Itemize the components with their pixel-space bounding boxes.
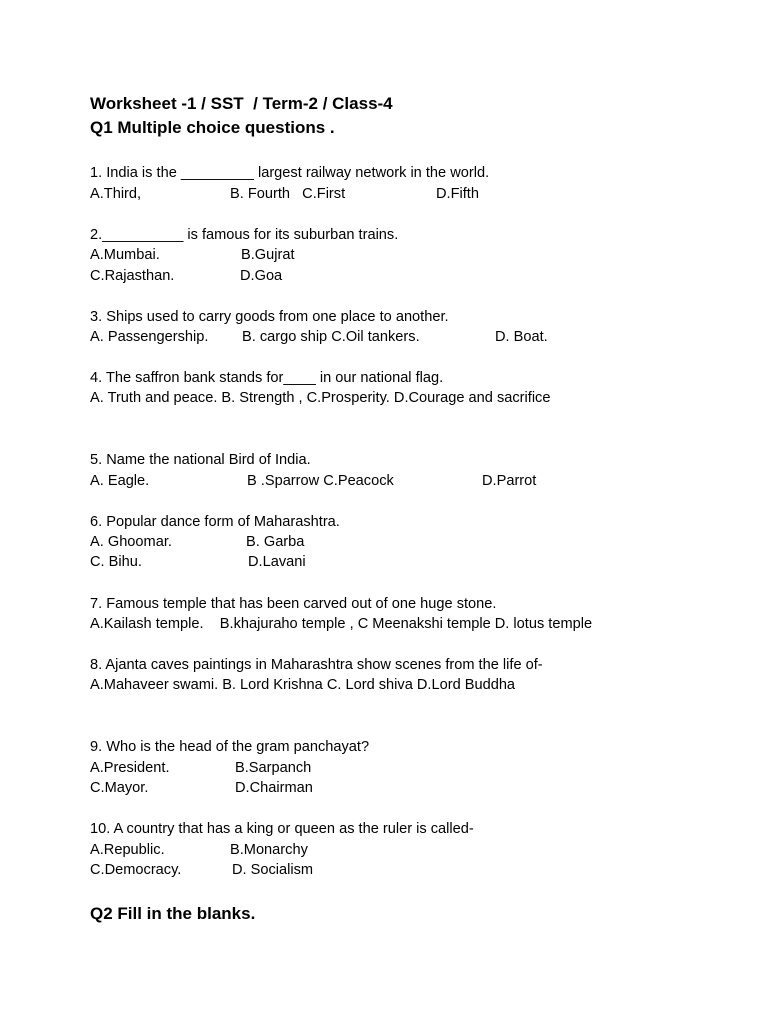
option-a: A. Eagle. (90, 473, 150, 489)
question-5: 5. Name the national Bird of India. (90, 452, 311, 468)
option-b: B.Monarchy (230, 842, 308, 858)
question-3-options (90, 328, 650, 346)
option-d: D.Fifth (436, 186, 479, 202)
option-a: A. Ghoomar. (90, 534, 172, 550)
question-4: 4. The saffron bank stands for____ in our national flag. (90, 370, 444, 386)
option-d: D.Lavani (248, 554, 306, 570)
option-a: A. Passengership. (90, 329, 209, 345)
option-d: D. Socialism (232, 862, 314, 878)
question-2-options-row2 (90, 267, 650, 285)
question-10-options-row2 (90, 861, 650, 879)
question-8: 8. Ajanta caves paintings in Maharashtra show scenes from the life of- (90, 657, 543, 673)
question-7: 7. Famous temple that has been carved out of one huge stone. (90, 596, 497, 612)
question-6-options-row1 (90, 533, 650, 551)
section-heading-q1: Q1 Multiple choice questions . (90, 118, 335, 137)
option-b: B. Garba (246, 534, 305, 550)
option-a: A.Republic. (90, 842, 165, 858)
question-10: 10. A country that has a king or queen as the ruler is called- (90, 821, 474, 837)
option-b-c: B. Fourth C.First (230, 186, 346, 202)
question-2: 2.__________ is famous for its suburban trains. (90, 227, 399, 243)
question-7-options: A.Kailash temple. B.khajuraho temple , C Meenakshi temple D. lotus temple (90, 616, 593, 632)
option-d: D.Parrot (482, 473, 537, 489)
option-b-c: B .Sparrow C.Peacock (247, 473, 394, 489)
option-d: D.Chairman (235, 780, 313, 796)
option-b-c: B. cargo ship C.Oil tankers. (242, 329, 420, 345)
question-9: 9. Who is the head of the gram panchayat? (90, 739, 370, 755)
question-9-options-row1 (90, 759, 650, 777)
question-10-options-row1 (90, 841, 650, 859)
question-6-options-row2 (90, 553, 650, 571)
option-a: A.Third, (90, 186, 142, 202)
option-d: D. Boat. (495, 329, 548, 345)
question-1-options (90, 185, 650, 203)
option-d: D.Goa (240, 268, 283, 284)
question-2-options-row1 (90, 246, 650, 264)
question-1: 1. India is the _________ largest railway network in the world. (90, 165, 490, 181)
option-c: C.Democracy. (90, 862, 182, 878)
question-6: 6. Popular dance form of Maharashtra. (90, 514, 340, 530)
worksheet-title: Worksheet -1 / SST / Term-2 / Class-4 (90, 94, 393, 113)
option-c: C. Bihu. (90, 554, 142, 570)
question-5-options (90, 472, 650, 490)
option-b: B.Gujrat (241, 247, 295, 263)
option-c: C.Rajasthan. (90, 268, 175, 284)
option-a: A.Mumbai. (90, 247, 160, 263)
option-b: B.Sarpanch (235, 760, 312, 776)
option-c: C.Mayor. (90, 780, 149, 796)
section-heading-q2: Q2 Fill in the blanks. (90, 904, 256, 923)
question-4-options: A. Truth and peace. B. Strength , C.Prosperity. D.Courage and sacrifice (90, 390, 551, 406)
question-3: 3. Ships used to carry goods from one place to another. (90, 309, 449, 325)
option-a: A.President. (90, 760, 170, 776)
question-8-options: A.Mahaveer swami. B. Lord Krishna C. Lord shiva D.Lord Buddha (90, 677, 516, 693)
question-9-options-row2 (90, 779, 650, 797)
